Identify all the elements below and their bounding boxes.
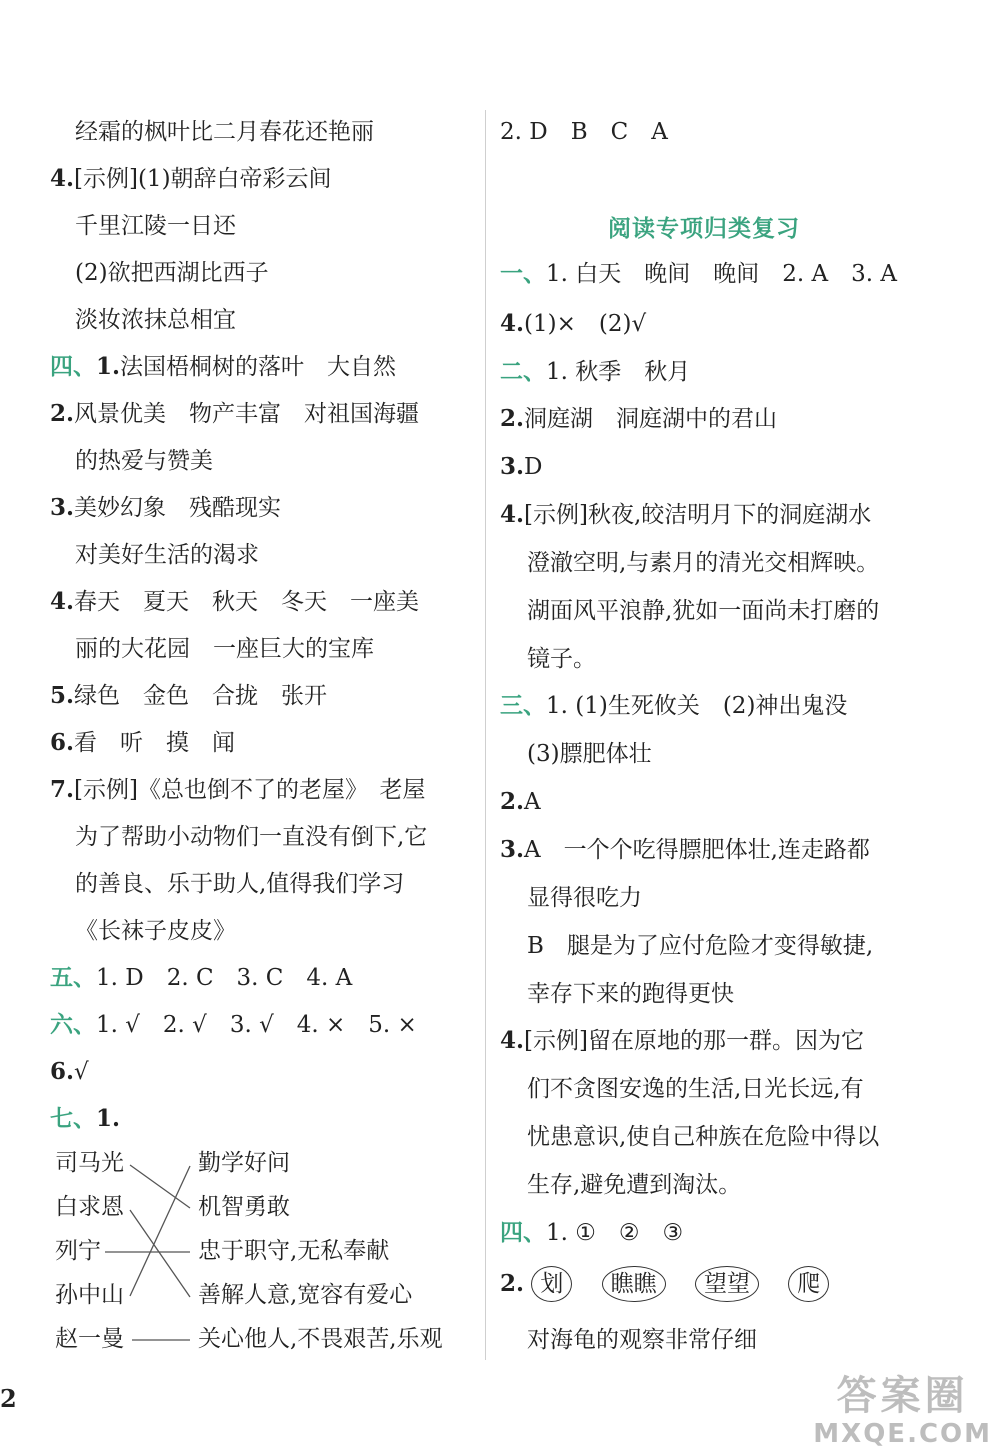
- answer-text: 洞庭湖 洞庭湖中的君山: [524, 406, 778, 432]
- watermark: [813, 1373, 992, 1449]
- item-number: 7.: [50, 776, 75, 803]
- answer-line: 经霜的枫叶比二月春花还艳丽: [75, 119, 374, 145]
- item-number: 2.: [50, 400, 75, 427]
- answer-line: 淡妆浓抹总相宜: [75, 307, 236, 333]
- item-number: 1.: [96, 1105, 121, 1132]
- answer-line: 的热爱与赞美: [75, 448, 213, 474]
- match-trait: 勤学好问: [198, 1150, 290, 1176]
- circled-word: 划: [531, 1266, 572, 1302]
- answer-text: 1. D 2. C 3. C 4. A: [96, 965, 353, 991]
- answer-text: 风景优美 物产丰富 对祖国海疆: [74, 401, 420, 427]
- answer-text: 春天 夏天 秋天 冬天 一座美: [74, 589, 420, 615]
- item-number: 3.: [500, 453, 525, 480]
- answer-text: 看 听 摸 闻: [74, 730, 236, 756]
- circled-word: 爬: [788, 1266, 829, 1302]
- match-name: 孙中山: [55, 1282, 124, 1308]
- answer-line: 忧患意识,使自己种族在危险中得以: [527, 1124, 880, 1150]
- section-number: 六、: [50, 1011, 96, 1038]
- answer-text: A 一个个吃得膘肥体壮,连走路都: [524, 837, 870, 863]
- answer-line: [500, 1026, 864, 1056]
- answer-text: [示例]《总也倒不了的老屋》 老屋: [74, 777, 426, 803]
- item-number: 2.: [500, 788, 525, 815]
- answer-line: [500, 787, 541, 817]
- item-number: 6.: [50, 1058, 75, 1085]
- answer-line: [500, 691, 847, 721]
- answer-line: 对美好生活的渴求: [75, 542, 259, 568]
- circled-word: 望望: [695, 1266, 759, 1302]
- answer-line: [500, 309, 646, 339]
- section-number: 七、: [50, 1105, 96, 1132]
- answer-text: 1. 白天 晚间 晚间 2. A 3. A: [546, 261, 897, 287]
- watermark-url: MXQE.COM: [813, 1419, 992, 1449]
- match-name: 赵一曼: [55, 1326, 124, 1352]
- answer-text: 1. √ 2. √ 3. √ 4. × 5. ×: [96, 1012, 417, 1038]
- match-line: [130, 1166, 190, 1296]
- answer-text: 美妙幻象 残酷现实: [74, 495, 282, 521]
- column-divider: [485, 110, 486, 1360]
- answer-line: (2)欲把西湖比西子: [75, 260, 269, 286]
- circled-word: 瞧瞧: [602, 1266, 666, 1302]
- answer-line: 《长袜子皮皮》: [75, 918, 236, 944]
- answer-line: 显得很吃力: [527, 885, 642, 911]
- answer-line: 湖面风平浪静,犹如一面尚未打磨的: [527, 598, 880, 624]
- section-number: 四、: [50, 353, 96, 380]
- match-trait: 善解人意,宽容有爱心: [198, 1282, 413, 1308]
- answer-line: 对海龟的观察非常仔细: [527, 1327, 757, 1353]
- answer-text: 1. 秋季 秋月: [546, 359, 691, 385]
- item-number: 4.: [500, 1027, 525, 1054]
- answer-line: 为了帮助小动物们一直没有倒下,它: [75, 824, 428, 850]
- section-number: 一、: [500, 260, 546, 287]
- answer-line: B 腿是为了应付危险才变得敏捷,: [527, 933, 874, 959]
- answer-text: √: [74, 1059, 89, 1085]
- section-number: 二、: [500, 358, 546, 385]
- item-number: 4.: [500, 501, 525, 528]
- answer-line: 的善良、乐于助人,值得我们学习: [75, 871, 405, 897]
- answer-line: [500, 404, 777, 434]
- item-number: 5.: [50, 682, 75, 709]
- item-number: 4.: [50, 588, 75, 615]
- answer-line: 幸存下来的跑得更快: [527, 981, 734, 1007]
- answer-line: [500, 1218, 683, 1248]
- answer-text: D: [524, 454, 543, 480]
- answer-text: 绿色 金色 合拢 张开: [74, 683, 328, 709]
- match-name: 司马光: [55, 1150, 124, 1176]
- section-number: 五、: [50, 964, 96, 991]
- item-number: 1.: [96, 353, 121, 380]
- match-name: 白求恩: [55, 1194, 124, 1220]
- answer-line: 千里江陵一日还: [75, 213, 236, 239]
- item-number: 2.: [500, 1270, 525, 1297]
- answer-line: [500, 1266, 851, 1302]
- answer-line: 生存,避免遭到淘汰。: [527, 1172, 742, 1198]
- answer-text: [示例]留在原地的那一群。因为它: [524, 1028, 864, 1054]
- section-number: 三、: [500, 692, 546, 719]
- answer-line: [500, 835, 870, 865]
- match-name: 列宁: [55, 1238, 101, 1264]
- page-number: 2: [0, 1384, 17, 1413]
- answer-line: 澄澈空明,与素月的清光交相辉映。: [527, 550, 880, 576]
- matching-lines: [0, 0, 480, 1451]
- watermark-logo-text: 答案圈: [836, 1373, 969, 1419]
- section-number: 四、: [500, 1219, 546, 1246]
- answer-line: [500, 259, 897, 289]
- answer-line: [500, 357, 690, 387]
- answer-text: 1. ① ② ③: [546, 1220, 684, 1246]
- match-line: [130, 1210, 190, 1297]
- item-number: 3.: [50, 494, 75, 521]
- item-number: 2.: [500, 405, 525, 432]
- match-trait: 忠于职守,无私奉献: [198, 1238, 390, 1264]
- answer-text: (1)× (2)√: [524, 311, 647, 337]
- item-number: 4.: [50, 165, 75, 192]
- answer-line: 丽的大花园 一座巨大的宝库: [75, 636, 374, 662]
- answer-line: 镜子。: [527, 646, 596, 672]
- answer-line: [500, 500, 871, 530]
- item-number: 4.: [500, 310, 525, 337]
- item-number: 3.: [500, 836, 525, 863]
- match-trait: 关心他人,不畏艰苦,乐观: [198, 1326, 443, 1352]
- answer-text: [示例]秋夜,皎洁明月下的洞庭湖水: [524, 502, 872, 528]
- section-title: 阅读专项归类复习: [608, 215, 800, 242]
- match-trait: 机智勇敢: [198, 1194, 290, 1220]
- answer-text: 法国梧桐树的落叶 大自然: [120, 354, 397, 380]
- answer-line: (3)膘肥体壮: [527, 741, 652, 767]
- answer-line: [500, 452, 542, 482]
- answer-line: 2. D B C A: [500, 119, 668, 145]
- answer-text: 1. (1)生死攸关 (2)神出鬼没: [546, 693, 848, 719]
- item-number: 6.: [50, 729, 75, 756]
- answer-line: 们不贪图安逸的生活,日光长远,有: [527, 1076, 864, 1102]
- answer-text: [示例](1)朝辞白帝彩云间: [74, 166, 332, 192]
- answer-text: A: [524, 789, 541, 815]
